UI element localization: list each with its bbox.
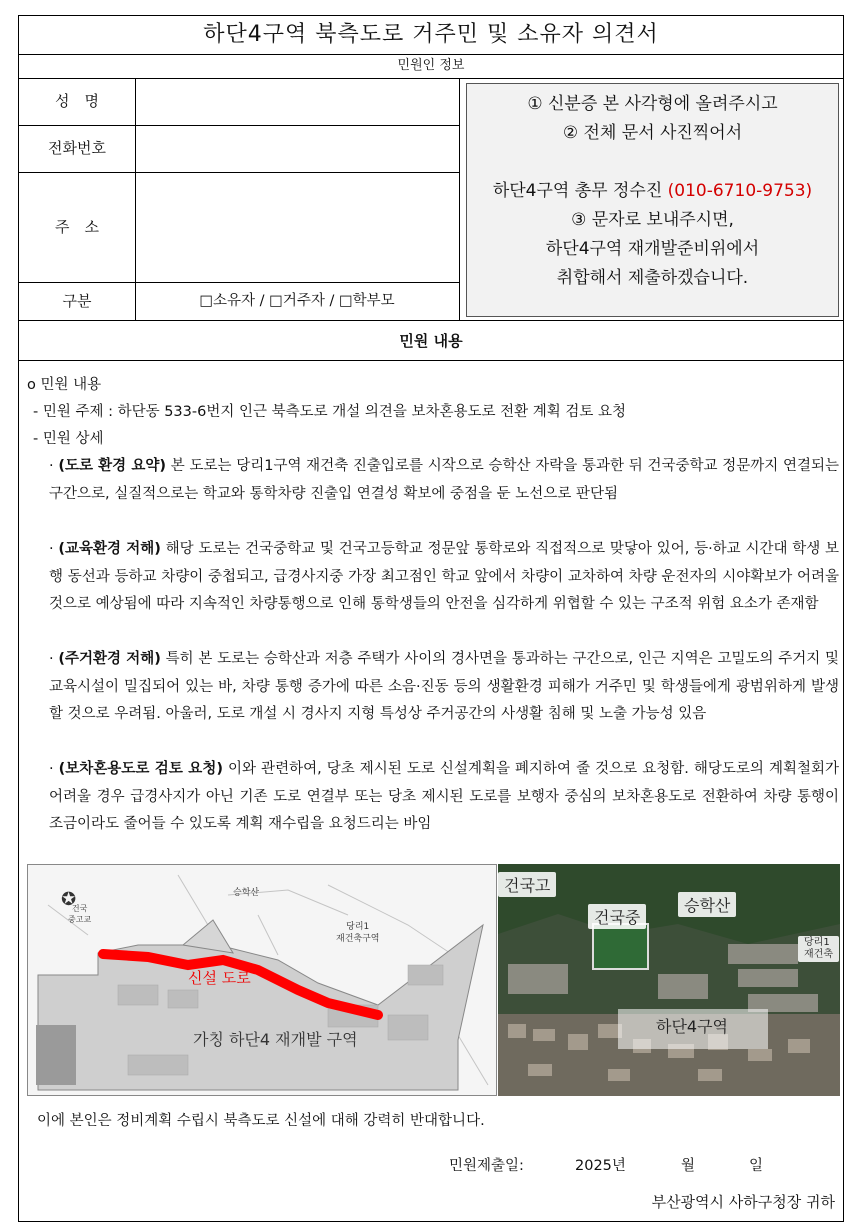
section-content-header: 민원 내용 — [399, 332, 463, 350]
paragraph-road-environment: · (도로 환경 요약) 본 도로는 당리1구역 재건축 진출입로를 시작으로 승학산 자락을 통과한 뒤 건국중학교 정문까지 연결되는 구간으로, 실질적으로는 학교와 통학차량 진출입 연결성 확보에 중점을 둔 노선으로 판단됨 — [49, 458, 839, 502]
sat-label-middle-school: 건국중 — [588, 904, 646, 929]
document-frame — [18, 15, 844, 1222]
sat-label-mountain: 승학산 — [678, 892, 736, 917]
contact-phone: (010-6710-9753) — [667, 181, 813, 201]
satellite-drawing — [498, 864, 840, 1096]
date-month: 월 — [681, 1158, 696, 1174]
addressee: 부산광역시 사하구청장 귀하 — [651, 1193, 835, 1211]
sat-label-zone: 하단4구역 — [656, 1017, 729, 1036]
name-field[interactable] — [136, 78, 458, 125]
notice-line-4: ③ 문자로 보내주시면, — [571, 210, 734, 230]
paragraph-education-environment: · (교육환경 저해) 해당 도로는 건국중학교 및 건국고등학교 정문앞 통학로와 직접적으로 맞닿아 있어, 등·하교 시간대 학생 보행 동선과 등하교 차량이 중첩되고, 급경사지중 가장 최고점인 학교 앞에서 차량이 교차하여 차량 운전자의 시야확보가 어려울 것으로 예상됨에 따라 지속적인 차량통행으로 인해 통학생들의 안전을 심각하게 위협할 수 있는 구조적 위험 요소가 존재함 — [49, 541, 840, 612]
notice-line-2: ② 전체 문서 사진찍어서 — [562, 123, 743, 143]
name-label: 성 명 — [55, 92, 99, 110]
map-label-school: 건국 중고교 — [68, 904, 92, 924]
content-detail-heading: - 민원 상세 — [33, 431, 104, 447]
content-subject: - 민원 주제 : 하단동 533-6번지 인근 북측도로 개설 의견을 보차혼용도로 전환 계획 검토 요청 — [33, 404, 627, 420]
satellite-image — [498, 864, 840, 1096]
paragraph-shared-road-request: · (보차혼용도로 검토 요청) 이와 관련하여, 당초 제시된 도로 신설계획을 폐지하여 줄 것으로 요청함. 해당도로의 계획철회가 어려울 경우 급경사지가 아닌 기존 도로 연결부 또는 당초 제시된 도로를 보행자 중심의 보차혼용도로 전환하여 차량 통행이 조금이라도 줄어들 수 있도록 계획 재수립을 요청드리는 바임 — [49, 761, 839, 832]
id-photo-notice-box — [466, 83, 839, 317]
notice-line-1: ① 신분증 본 사각형에 올려주시고 — [527, 94, 778, 114]
address-field[interactable] — [136, 172, 458, 282]
address-label: 주 소 — [55, 218, 99, 236]
svg-text:✪: ✪ — [61, 889, 77, 910]
date-year: 2025년 — [575, 1158, 626, 1174]
statement: 이에 본인은 정비계획 수립시 북측도로 신설에 대해 강력히 반대합니다. — [37, 1113, 485, 1129]
document-title: 하단4구역 북측도로 거주민 및 소유자 의견서 — [203, 22, 659, 47]
type-options[interactable]: □소유자 / □거주자 / □학부모 — [199, 293, 395, 309]
date-label: 민원제출일: — [449, 1158, 524, 1174]
phone-field[interactable] — [136, 125, 458, 172]
map-label-mountain: 승학산 — [233, 888, 260, 898]
sat-label-high-school: 건국고 — [498, 872, 556, 897]
map-label-new-road: 신설 도로 — [188, 969, 251, 987]
notice-line-5: 하단4구역 재개발준비위에서 — [545, 239, 760, 259]
map-label-dangri: 당리1 재건축구역 — [336, 922, 380, 944]
notice-line-6: 취합해서 제출하겠습니다. — [556, 268, 749, 288]
paragraph-residential-environment: · (주거환경 저해) 특히 본 도로는 승학산과 저층 주택가 사이의 경사면을 통과하는 구간으로, 인근 지역은 고밀도의 주거지 및 교육시설이 밀집되어 있는 바, 차량 통행 증가에 따른 소음·진동 등의 생활환경 피해가 거주민 및 학생들에게 광범위하게 발생할 것으로 우려됨. 아울러, 도로 개설 시 경사지 지형 특성상 주거공간의 사생활 침해 및 노출 가능성 있음 — [49, 651, 839, 722]
area-map-drawing — [28, 865, 497, 1096]
content-heading: o 민원 내용 — [27, 377, 102, 393]
section-applicant-header: 민원인 정보 — [397, 58, 465, 73]
type-label: 구분 — [62, 292, 92, 310]
sat-label-dangri: 당리1 재건축 — [798, 936, 839, 962]
phone-label: 전화번호 — [48, 139, 106, 157]
date-day: 일 — [749, 1158, 764, 1174]
map-label-zone: 가칭 하단4 재개발 구역 — [193, 1030, 358, 1049]
area-map — [27, 864, 497, 1096]
notice-line-3: 하단4구역 총무 정수진 (010-6710-9753) — [492, 181, 813, 201]
